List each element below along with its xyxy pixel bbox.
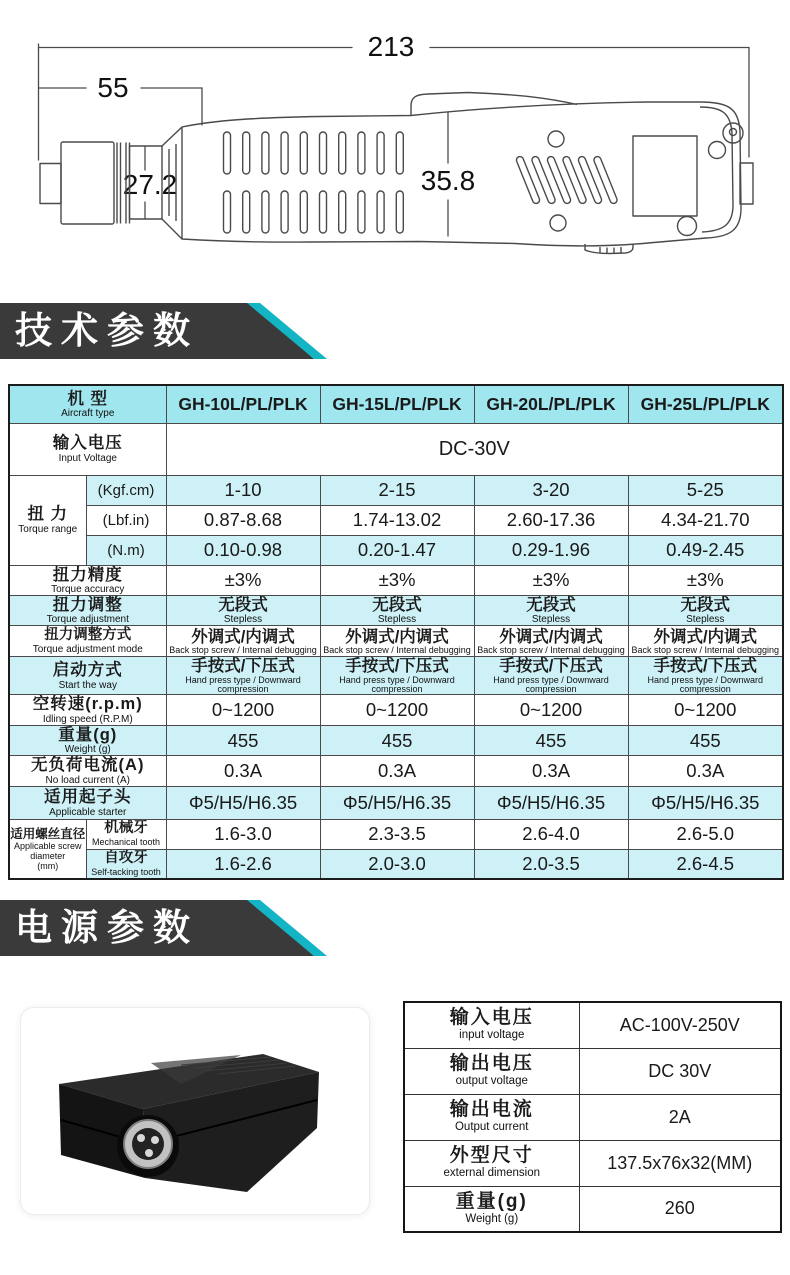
spec-row-torque-lbf — [9, 505, 783, 535]
spec-cell: 外调式/内调式 Back stop screw / Internal debugging — [166, 626, 320, 657]
spec-row-label — [9, 695, 166, 725]
section-title-power: 电源参数 — [15, 907, 199, 948]
spec-cell: 无段式 Stepless — [166, 595, 320, 625]
spec-cell: 2.3-3.5 — [320, 819, 474, 849]
power-row-label: 外型尺寸 external dimension — [404, 1140, 579, 1186]
torque-unit: (N.m) — [86, 535, 166, 565]
spec-row-label — [9, 565, 166, 595]
label-en: Weight (g) — [64, 744, 111, 756]
spec-row-torque-nm — [9, 535, 783, 565]
spec-row-idle-speed — [9, 695, 783, 725]
spec-row-weight — [9, 725, 783, 755]
spec-row-adjustment-mode — [9, 626, 783, 657]
spec-row-label — [9, 756, 166, 786]
spec-row-label — [9, 595, 166, 625]
screw-sub-label: 机械牙 Mechanical tooth — [86, 819, 166, 849]
spec-cell: 无段式 Stepless — [628, 595, 783, 625]
spec-cell: 2.6-4.5 — [628, 849, 783, 879]
spec-cell: 无段式 Stepless — [474, 595, 628, 625]
spec-cell: 手按式/下压式 Hand press type / Downward compression — [628, 657, 783, 695]
spec-cell: Φ5/H5/H6.35 — [320, 786, 474, 819]
spec-cell-model: GH-20L/PL/PLK — [474, 385, 628, 423]
spec-cell: 455 — [166, 725, 320, 755]
spec-cell: 3-20 — [474, 475, 628, 505]
label-zh: 适用起子头 — [44, 788, 132, 807]
spec-cell-model: GH-10L/PL/PLK — [166, 385, 320, 423]
screwdriver-technical-drawing — [0, 0, 790, 292]
power-row-dimension — [404, 1140, 781, 1186]
spec-cell: 0.3A — [474, 756, 628, 786]
power-row-label: 重量(g) Weight (g) — [404, 1186, 579, 1232]
dim-label-chuck-diameter: 27.2 — [122, 169, 178, 200]
spec-cell: 1.74-13.02 — [320, 505, 474, 535]
spec-cell: 2-15 — [320, 475, 474, 505]
power-cell: AC-100V-250V — [579, 1002, 781, 1048]
label-en: Input Voltage — [58, 452, 117, 464]
spec-row-label-screw-diameter — [9, 819, 86, 879]
dim-label-total-length: 213 — [367, 31, 415, 62]
spec-cell: 2.0-3.5 — [474, 849, 628, 879]
spec-cell: 0.3A — [628, 756, 783, 786]
spec-row-input-voltage — [9, 423, 783, 475]
label-zh: 空转速(r.p.m) — [32, 695, 143, 714]
spec-row-label-torque — [9, 475, 86, 565]
label-en: Aircraft type — [61, 407, 115, 419]
dim-label-body-height: 35.8 — [420, 165, 476, 196]
spec-cell: DC-30V — [166, 423, 783, 475]
spec-cell: 外调式/内调式 Back stop screw / Internal debugging — [474, 626, 628, 657]
spec-cell: 手按式/下压式 Hand press type / Downward compression — [474, 657, 628, 695]
label-en: Idling speed (R.P.M) — [42, 713, 133, 725]
spec-row-start-mode — [9, 657, 783, 695]
spec-row-models — [9, 385, 783, 423]
label-en: Start the way — [58, 679, 117, 691]
spec-cell: 2.60-17.36 — [474, 505, 628, 535]
spec-cell: 455 — [474, 725, 628, 755]
label-en: Torque adjustment mode — [32, 643, 143, 655]
spec-cell: 455 — [320, 725, 474, 755]
label-zh: 重量(g) — [58, 725, 118, 744]
spec-cell: 5-25 — [628, 475, 783, 505]
section-banner-technical-parameters — [0, 303, 346, 359]
spec-cell: ±3% — [474, 565, 628, 595]
power-adapter-photo — [20, 1007, 370, 1215]
spec-row-screw-selftapping — [9, 849, 783, 879]
spec-row-label — [9, 423, 166, 475]
section-banner-power-parameters — [0, 900, 346, 956]
spec-row-no-load-current — [9, 756, 783, 786]
spec-cell: 外调式/内调式 Back stop screw / Internal debugging — [628, 626, 783, 657]
spec-row-label — [9, 657, 166, 695]
label-en: Torque adjustment — [46, 614, 129, 626]
spec-row-label — [9, 626, 166, 657]
spec-row-accuracy — [9, 565, 783, 595]
spec-cell: 0.3A — [320, 756, 474, 786]
power-row-input-voltage — [404, 1002, 781, 1048]
power-row-weight — [404, 1186, 781, 1232]
spec-cell: 2.6-4.0 — [474, 819, 628, 849]
spec-cell: ±3% — [628, 565, 783, 595]
spec-cell: 无段式 Stepless — [320, 595, 474, 625]
power-row-label: 输入电压 input voltage — [404, 1002, 579, 1048]
spec-cell: 0.87-8.68 — [166, 505, 320, 535]
power-row-label: 输出电流 Output current — [404, 1094, 579, 1140]
label-zh: 启动方式 — [52, 661, 123, 680]
power-row-output-current — [404, 1094, 781, 1140]
spec-cell: 4.34-21.70 — [628, 505, 783, 535]
spec-cell-model: GH-25L/PL/PLK — [628, 385, 783, 423]
spec-row-torque-kgf — [9, 475, 783, 505]
dim-label-front-length: 55 — [97, 72, 129, 103]
spec-row-bit-type — [9, 786, 783, 819]
spec-cell: 0.49-2.45 — [628, 535, 783, 565]
spec-table — [8, 384, 784, 880]
label-zh: 扭力精度 — [52, 565, 123, 584]
spec-cell: ±3% — [166, 565, 320, 595]
spec-cell: 2.0-3.0 — [320, 849, 474, 879]
label-en: No load current (A) — [45, 774, 130, 786]
label-en: (mm) — [37, 861, 59, 872]
label-zh: 输入电压 — [52, 434, 123, 453]
power-table — [403, 1001, 782, 1233]
label-zh: 扭 力 — [27, 505, 69, 524]
power-row-label: 输出电压 output voltage — [404, 1048, 579, 1094]
spec-cell: 2.6-5.0 — [628, 819, 783, 849]
spec-cell: 455 — [628, 725, 783, 755]
label-zh: 扭力调整 — [52, 595, 123, 614]
spec-cell: 0~1200 — [628, 695, 783, 725]
label-en: Applicable starter — [49, 806, 127, 818]
spec-row-label — [9, 786, 166, 819]
spec-cell: 0.3A — [166, 756, 320, 786]
label-en: Applicable screw — [13, 841, 82, 852]
spec-cell: 0~1200 — [320, 695, 474, 725]
spec-cell: 0.10-0.98 — [166, 535, 320, 565]
label-en: Torque range — [18, 523, 78, 535]
spec-row-label — [9, 385, 166, 423]
power-cell: 137.5x76x32(MM) — [579, 1140, 781, 1186]
power-cell: 260 — [579, 1186, 781, 1232]
power-cell: DC 30V — [579, 1048, 781, 1094]
spec-cell: Φ5/H5/H6.35 — [628, 786, 783, 819]
torque-unit: (Lbf.in) — [86, 505, 166, 535]
spec-cell: Φ5/H5/H6.35 — [166, 786, 320, 819]
spec-cell: 0.20-1.47 — [320, 535, 474, 565]
spec-cell-model: GH-15L/PL/PLK — [320, 385, 474, 423]
power-cell: 2A — [579, 1094, 781, 1140]
spec-cell: 1-10 — [166, 475, 320, 505]
screw-sub-label: 自攻牙 Self-tacking tooth — [86, 849, 166, 879]
section-title-technical: 技术参数 — [15, 310, 199, 351]
label-zh: 无负荷电流(A) — [31, 756, 145, 775]
spec-table-container — [8, 384, 784, 880]
power-table-container — [403, 1001, 782, 1233]
spec-cell: 1.6-2.6 — [166, 849, 320, 879]
spec-cell: 0.29-1.96 — [474, 535, 628, 565]
spec-cell: ±3% — [320, 565, 474, 595]
spec-cell: 外调式/内调式 Back stop screw / Internal debugging — [320, 626, 474, 657]
torque-unit: (Kgf.cm) — [86, 475, 166, 505]
label-zh: 适用螺丝直径 — [10, 826, 86, 841]
label-en: diameter — [30, 851, 66, 862]
label-en: Torque accuracy — [51, 583, 125, 595]
spec-cell: 手按式/下压式 Hand press type / Downward compression — [320, 657, 474, 695]
spec-cell: Φ5/H5/H6.35 — [474, 786, 628, 819]
spec-row-adjustment — [9, 595, 783, 625]
label-zh: 机 型 — [67, 389, 109, 408]
power-row-output-voltage — [404, 1048, 781, 1094]
spec-cell: 0~1200 — [474, 695, 628, 725]
label-zh: 扭力调整方式 — [44, 626, 132, 643]
spec-row-screw-mechanical — [9, 819, 783, 849]
spec-cell: 手按式/下压式 Hand press type / Downward compression — [166, 657, 320, 695]
spec-row-label — [9, 725, 166, 755]
spec-cell: 1.6-3.0 — [166, 819, 320, 849]
spec-cell: 0~1200 — [166, 695, 320, 725]
power-adapter-illustration — [21, 1008, 367, 1212]
